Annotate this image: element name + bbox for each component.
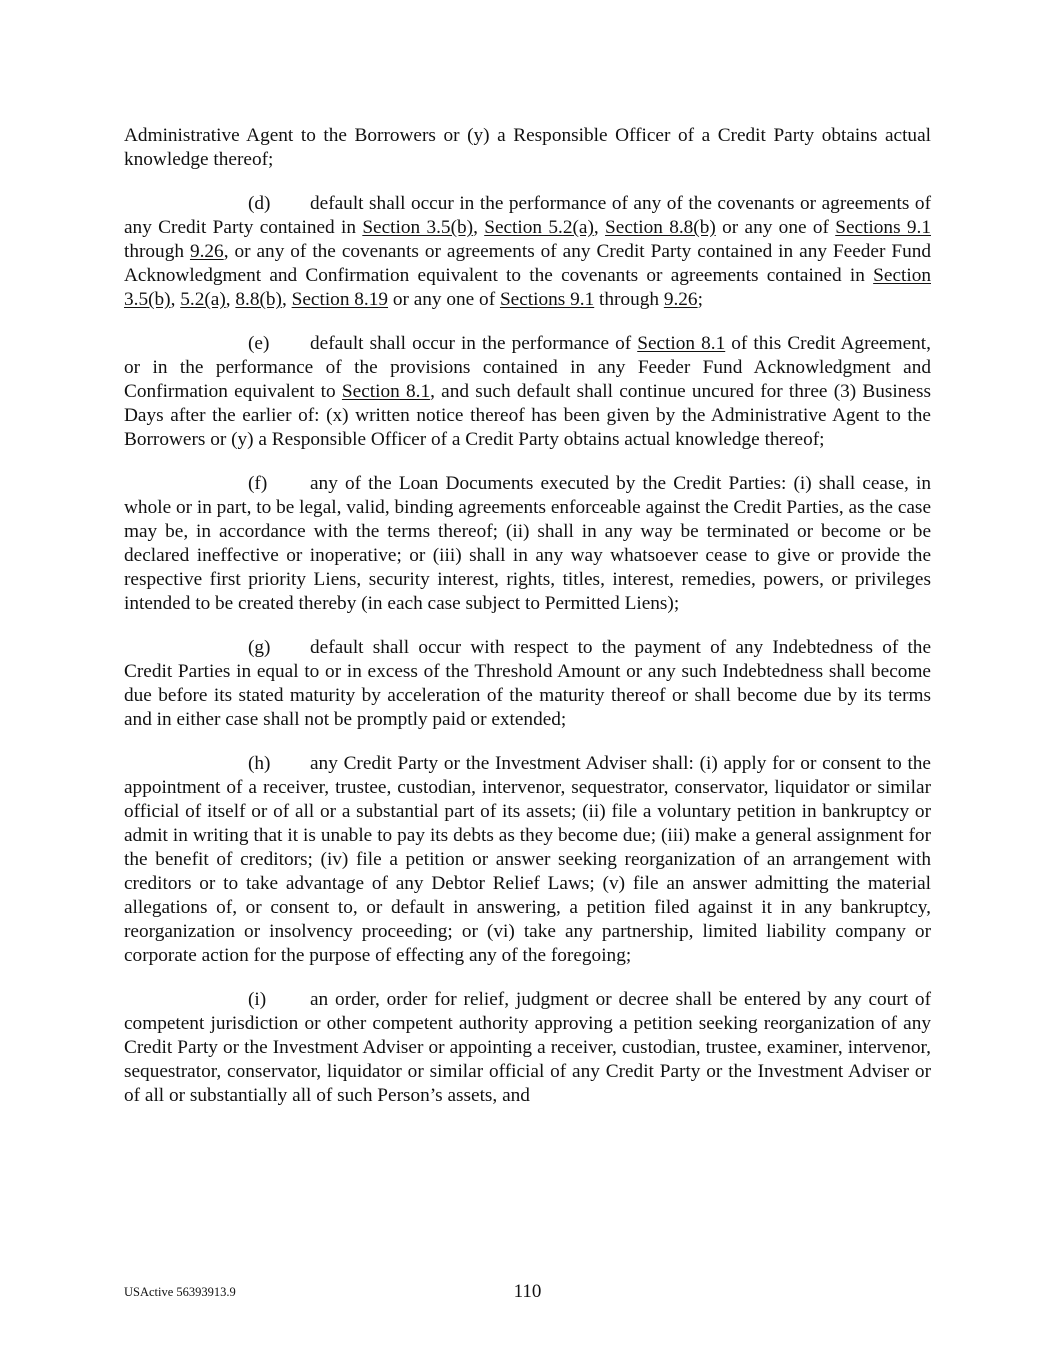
- clause-paragraph: [124, 752, 931, 968]
- clause-text: Administrative Agent to the Borrowers or (y) a Responsible Officer of a Credit Party obtains actual knowledge thereof;: [124, 125, 931, 170]
- clause-text: an order, order for relief, judgment or decree shall be entered by any court of competent jurisdiction or other competent authority approving a petition seeking reorganization of any Credit Party or the Investment Adviser or appointing a receiver, custodian, trustee, examiner, intervenor, sequestrator, conservator, liquidator or similar official of any Credit Party or the Investment Adviser or of all or substantially all of such Person’s assets, and: [124, 989, 931, 1106]
- clause-text: ,: [281, 289, 292, 310]
- section-reference: Section 3.5(b): [124, 265, 931, 310]
- section-reference: Section 8.8(b): [605, 217, 716, 238]
- section-reference: Sections 9.1: [835, 217, 931, 238]
- clause-label: (h): [248, 753, 271, 774]
- section-reference: Sections 9.1: [499, 289, 595, 310]
- clause-text: through: [124, 241, 190, 262]
- clause-label: (g): [248, 637, 271, 658]
- clause-paragraph: [124, 332, 931, 452]
- clause-text: default shall occur in the performance of: [310, 333, 638, 354]
- section-reference: Section 8.1: [341, 381, 431, 402]
- page-footer: [0, 1281, 1055, 1305]
- clause-text: default shall occur in the performance of any of the covenants or agreements of any Credit Party contained in: [124, 193, 931, 238]
- clause-text: ,: [225, 289, 236, 310]
- clause-text: default shall occur with respect to the payment of any Indebtedness of the Credit Parties in equal to or in excess of the Threshold Amount or any such Indebtedness shall become due before its stated maturity by acceleration of the maturity thereof or shall become due by its terms and in either case shall not be promptly paid or extended;: [124, 637, 931, 730]
- section-reference: Section 8.1: [637, 333, 726, 354]
- clause-text: or any one of: [715, 217, 836, 238]
- clause-label: (f): [248, 473, 268, 494]
- document-body: [124, 124, 931, 1128]
- clause-text: ;: [697, 289, 703, 310]
- clause-label: (d): [248, 193, 271, 214]
- clause-paragraph: [124, 988, 931, 1108]
- continuation-paragraph: [124, 124, 931, 172]
- section-reference: Section 3.5(b): [362, 217, 474, 238]
- section-reference: Section 5.2(a): [484, 217, 594, 238]
- clause-text: through: [594, 289, 664, 310]
- clause-text: or any one of: [388, 289, 500, 310]
- section-reference: Section 8.19: [291, 289, 389, 310]
- clause-text: any of the Loan Documents executed by the Credit Parties: (i) shall cease, in whole or in part, to be legal, valid, binding agreements enforceable against the Credit Parties, as the case may be, in accordance with the terms thereof; (ii) shall in any way be terminated or become or be declared ineffective or inoperative; or (iii) shall in any way whatsoever cease to give or provide the respective first priority Liens, security interest, rights, titles, interest, remedies, powers, or privileges intended to be created thereby (in each case subject to Permitted Liens);: [124, 473, 931, 614]
- clause-paragraph: [124, 636, 931, 732]
- clause-text: ,: [593, 217, 606, 238]
- document-id: USActive 56393913.9: [124, 1285, 236, 1299]
- clause-text: , or any of the covenants or agreements of any Credit Party contained in any Feeder Fund Acknowledgment and Confirmation equivalent to the covenants or agreements contained in: [124, 241, 931, 286]
- clause-text: ,: [473, 217, 485, 238]
- page-number: 110: [513, 1281, 542, 1302]
- clause-label: (i): [248, 989, 267, 1010]
- section-reference: 8.8(b): [235, 289, 282, 310]
- clause-text: of this Credit Agreement, or in the performance of the provisions contained in any Feeder Fund Acknowledgment and Confirmation equivalent to: [124, 333, 931, 402]
- clause-text: any Credit Party or the Investment Adviser shall: (i) apply for or consent to the appointment of a receiver, trustee, custodian, intervenor, sequestrator, conservator, liquidator or similar official of itself or of all or a substantial part of its assets; (ii) file a voluntary petition in bankruptcy or admit in writing that it is unable to pay its debts as they become due; (iii) make a general assignment for the benefit of creditors; (iv) file a petition or answer seeking reorganization of an arrangement with creditors or to take advantage of any Debtor Relief Laws; (v) file an answer admitting the material allegations of, or consent to, or default in answering, a petition filed against it in any bankruptcy, reorganization or insolvency proceeding; or (vi) take any partnership, limited liability company or corporate action for the purpose of effecting any of the foregoing;: [124, 753, 931, 966]
- clause-paragraph: [124, 192, 931, 312]
- section-reference: 9.26: [663, 289, 698, 310]
- section-reference: 5.2(a): [180, 289, 226, 310]
- clause-text: , and such default shall continue uncured for three (3) Business Days after the earlier of: (x) written notice thereof has been given by the Administrative Agent to the Borrowers or (y) a Responsible Officer of a Credit Party obtains actual knowledge thereof;: [124, 381, 931, 450]
- section-reference: 9.26: [189, 241, 224, 262]
- clause-paragraph: [124, 472, 931, 616]
- clause-text: ,: [170, 289, 181, 310]
- clause-label: (e): [248, 333, 270, 354]
